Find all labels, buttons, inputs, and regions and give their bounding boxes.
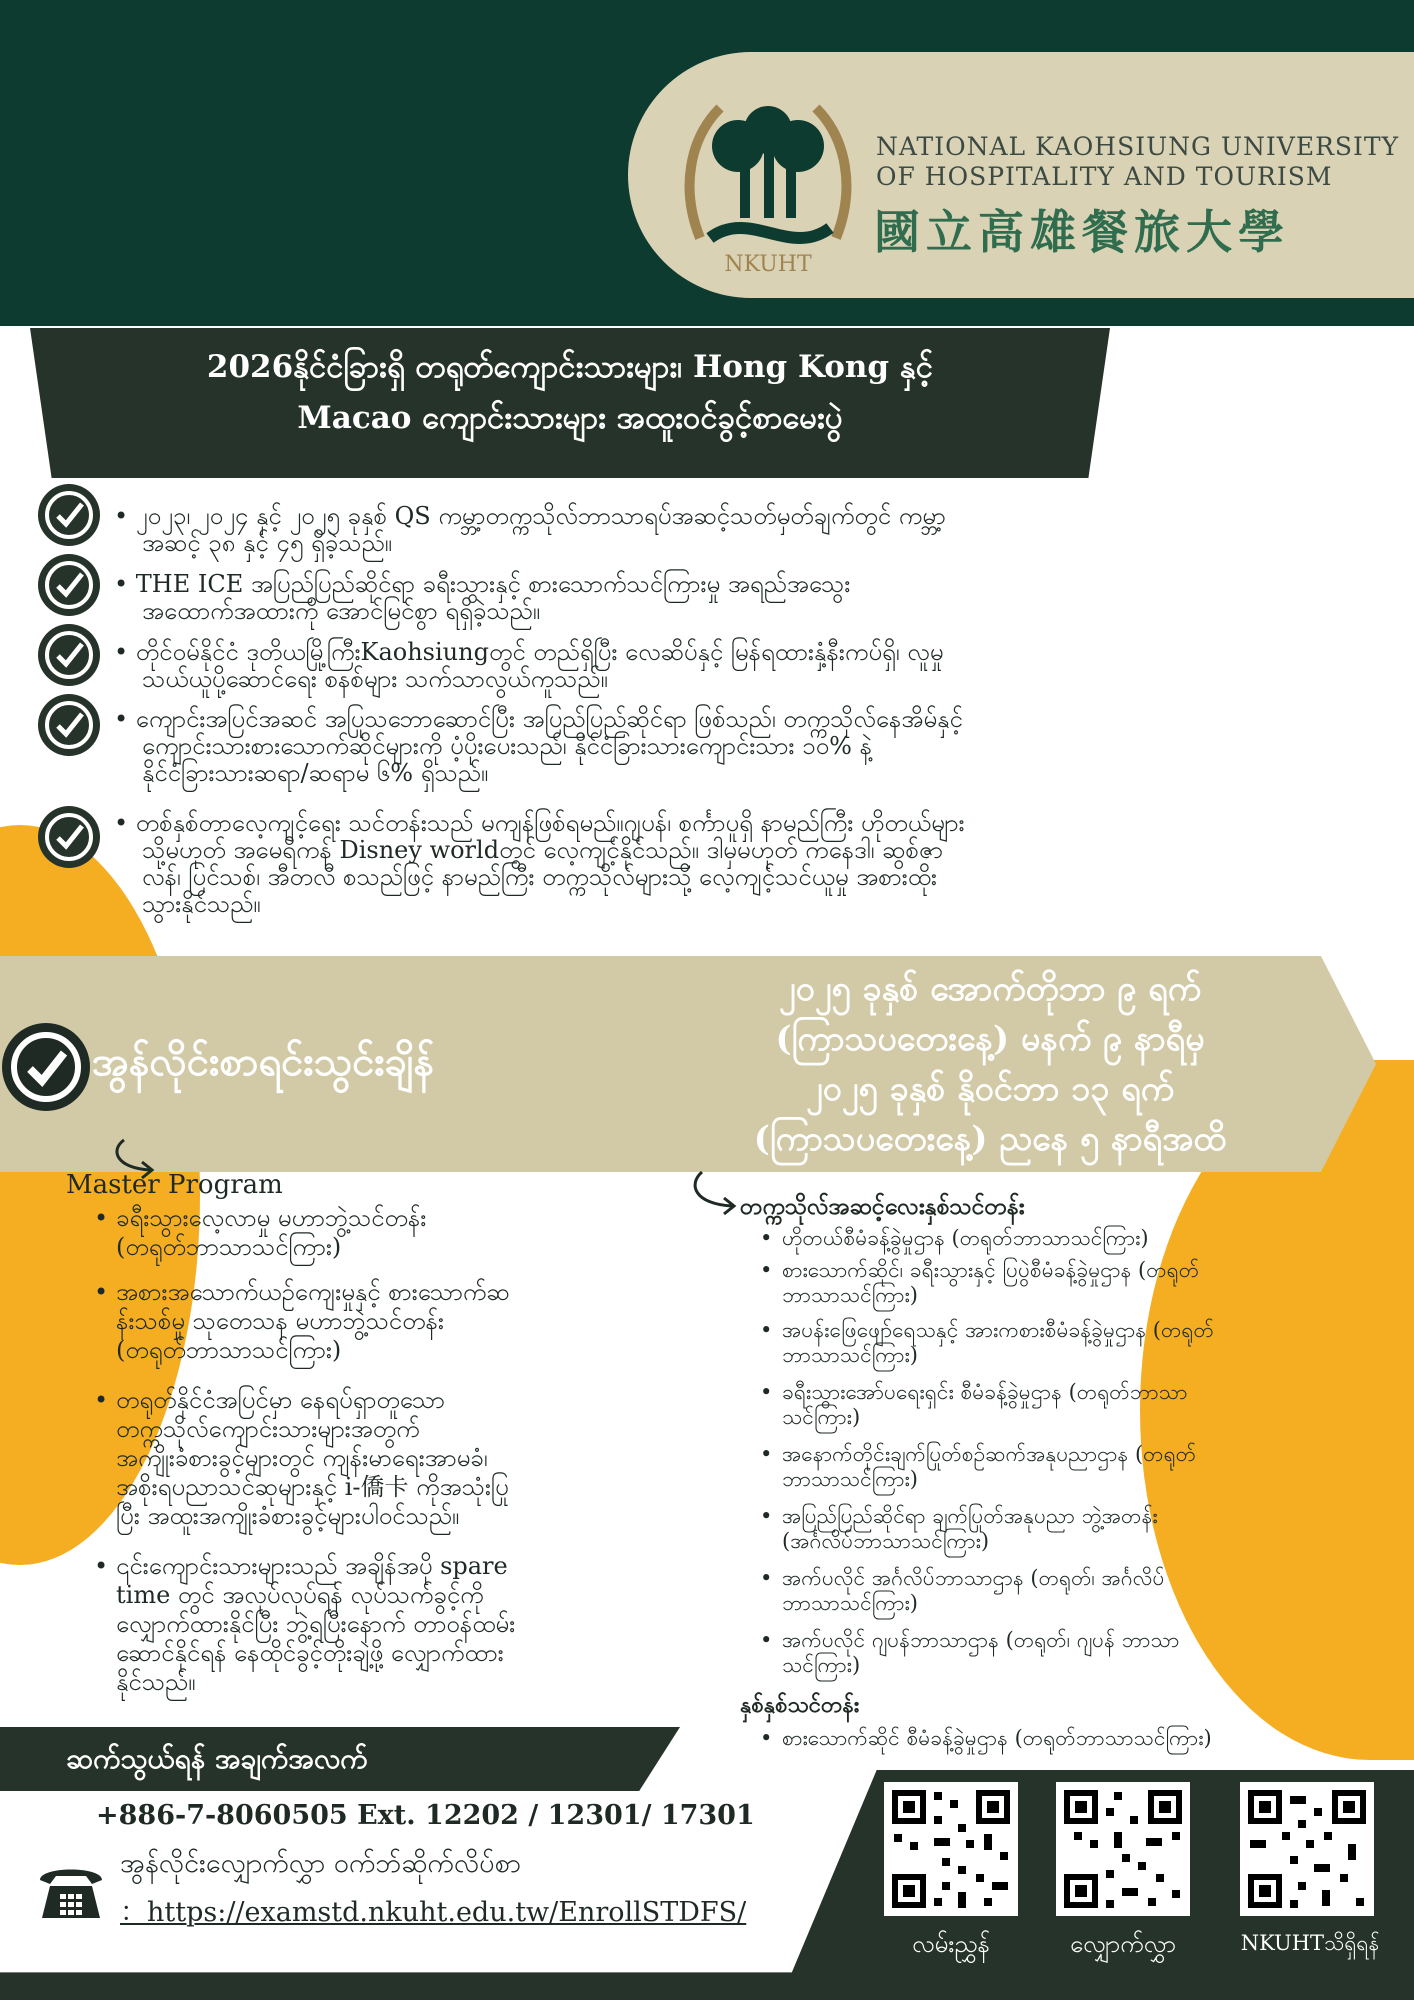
check-icon xyxy=(38,806,100,868)
bachelor-program-item: • အက်ပလိုင် အင်္ဂလိပ်ဘာသာဌာန (တရုတ်၊ အင်္ဂလိပ် ဘာသာသင်ကြား) xyxy=(760,1566,1165,1615)
qr-code-guide[interactable] xyxy=(884,1782,1018,1916)
bachelor-program-item: • စားသောက်ဆိုင်၊ ခရီးသွားနှင့် ပြပွဲစီမံခန့်ခွဲမှုဌာန (တရုတ် ဘာသာသင်ကြား) xyxy=(760,1258,1200,1307)
university-name-en-line1: NATIONAL KAOHSIUNG UNIVERSITY xyxy=(876,132,1400,161)
curved-arrow-icon xyxy=(688,1168,744,1220)
page-title-line2: Macao ကျောင်းသားများ အထူးဝင်ခွင့်စာမေးပွဲ xyxy=(297,400,843,436)
check-icon xyxy=(2,1023,90,1111)
page-title-line1: 2026နိုင်ငံခြားရှိ တရုတ်ကျောင်းသားများ၊ Hong Kong နှင့် xyxy=(206,349,934,385)
qr-label-guide: လမ်းညွှန် xyxy=(912,1930,990,1958)
master-program-item: • ၎င်းကျောင်းသားများသည် အချိန်အပို spare time တွင် အလုပ်လုပ်ရန် လုပ်သက်ခွင့်ကို လျှောက်ထားနိုင်ပြီး ဘွဲ့ရပြီးနောက် တာဝန်ထမ်း ဆောင်နိုင်ရန် နေထိုင်ခွင့်တိုးချဲ့ဖို့ လျှောက်ထား နိုင်သည်။ xyxy=(94,1552,516,1696)
two-year-program-item: • စားသောက်ဆိုင် စီမံခန့်ခွဲမှုဌာန (တရုတ်ဘာသာသင်ကြား) xyxy=(760,1726,1212,1750)
bachelor-program-item: • အနောက်တိုင်းချက်ပြုတ်စဉ်ဆက်အနုပညာဌာန (တရုတ် ဘာသာသင်ကြား) xyxy=(760,1442,1197,1491)
university-name-en-line2: OF HOSPITALITY AND TOURISM xyxy=(876,162,1333,191)
highlight-item: • ကျောင်းအပြင်အဆင် အပြုသဘောဆောင်ပြီး အပြည်ပြည်ဆိုင်ရာ ဖြစ်သည်၊ တက္ကသိုလ်နေအိမ်နှင့် ကျောင်းသားစားသောက်ဆိုင်များကို ပံ့ပိုးပေးသည်၊ နိုင်ငံခြားသားကျောင်းသား ၁၀% နဲ့ နိုင်ငံခြားသားဆရာ/ဆရာမ ၆% ရှိသည်။ xyxy=(114,705,963,787)
master-program-title: Master Program xyxy=(66,1170,283,1200)
highlight-item: • တစ်နှစ်တာလေ့ကျင့်ရေး သင်တန်းသည် မကျန်ဖြစ်ရမည်။ဂျပန်၊ စင်္ကာပူရှိ နာမည်ကြီး ဟိုတယ်များ သို့မဟုတ် အမေရိကန် Disney worldတွင် လေ့ကျင့်နိုင်သည်။ ဒါမှမဟုတ် ကနေဒါ၊ ဆွစ်ဇာ လန်၊ ပြင်သစ်၊ အီတလီ စသည်ဖြင့် နာမည်ကြီး တက္ကသိုလ်များသို့ လေ့ကျင့်သင်ယူမှု အစားထိုး သွားနိုင်သည်။ xyxy=(114,809,965,918)
telephone-icon xyxy=(36,1858,106,1922)
qr-code-icon xyxy=(1056,1782,1190,1916)
university-logo-icon xyxy=(680,88,856,278)
qr-code-icon xyxy=(884,1782,1018,1916)
registration-date-line: ၂၀၂၅ ခုနှစ် နိုဝင်ဘာ ၁၃ ရက် xyxy=(805,1069,1175,1109)
master-program-item: • တရုတ်နိုင်ငံအပြင်မှာ နေရပ်ရှာတူသော တက္ကသိုလ်ကျောင်းသားများအတွက် အကျိုးခံစားခွင့်များတွင် ကျန်းမာရေးအာမခံ၊ အစိုးရပညာသင်ဆုများနှင့် i-僑卡 ကိုအသုံးပြု ပြီး အထူးအကျိုးခံစားခွင့်များပါဝင်သည်။ xyxy=(94,1386,509,1530)
bachelor-program-item: • ခရီးသွားအော်ပရေးရှင်း စီမံခန့်ခွဲမှုဌာန (တရုတ်ဘာသာ သင်ကြား) xyxy=(760,1380,1188,1429)
signup-url-link[interactable]: ：https://examstd.nkuht.edu.tw/EnrollSTDFS/ xyxy=(120,1897,747,1928)
check-icon xyxy=(38,694,100,756)
contact-phone: +886-7-8060505 Ext. 12202 / 12301/ 17301 xyxy=(96,1800,755,1831)
registration-date-line: (ကြာသပတေးနေ့) မနက် ၉ နာရီမှ xyxy=(775,1019,1205,1059)
registration-date-line: (ကြာသပတေးနေ့) ညနေ ၅ နာရီအထိ xyxy=(753,1119,1227,1159)
signup-label: အွန်လိုင်းလျှောက်လွှာ ဝက်ဘ်ဆိုက်လိပ်စာ xyxy=(120,1848,521,1879)
qr-label-about: NKUHTသိရှိရန် xyxy=(1240,1931,1380,1955)
check-icon xyxy=(38,554,100,616)
highlight-item: • ၂၀၂၃၊ ၂၀၂၄ နှင့် ၂၀၂၅ ခုနှစ် QS ကမ္ဘာ့တက္ကသိုလ်ဘာသာရပ်အဆင့်သတ်မှတ်ချက်တွင် ကမ္ဘာ့ အဆင့် ၃၈ နှင့် ၄၅ ရှိခဲ့သည်။ xyxy=(114,502,946,557)
master-program-item: • ခရီးသွားလေ့လာမှု မဟာဘွဲ့သင်တန်း (တရုတ်ဘာသာသင်ကြား) xyxy=(94,1204,427,1261)
logo-abbr: NKUHT xyxy=(724,252,812,277)
bachelor-program-item: • အပြည်ပြည်ဆိုင်ရာ ချက်ပြုတ်အနုပညာ ဘွဲ့အတန်း (အင်္ဂလိပ်ဘာသာသင်ကြား) xyxy=(760,1504,1158,1553)
qr-label-application: လျှောက်လွှာ xyxy=(1070,1930,1176,1958)
check-icon xyxy=(38,484,100,546)
two-year-program-title: နှစ်နှစ်သင်တန်း xyxy=(740,1692,860,1718)
bachelor-program-title: တက္ကသိုလ်အဆင့်လေးနှစ်သင်တန်း xyxy=(740,1193,1025,1220)
registration-date-line: ၂၀၂၅ ခုနှစ် အောက်တိုဘာ ၉ ရက် xyxy=(778,969,1202,1009)
highlight-item: • တိုင်ဝမ်နိုင်ငံ ဒုတိယမြို့ကြီးKaohsiungတွင် တည်ရှိပြီး လေဆိပ်နှင့် မြန်ရထားနှံ့နီးကပ်ရှိ၊ လူမှု သယ်ယူပို့ဆောင်ရေး စနစ်များ သက်သာလွယ်ကူသည်။ xyxy=(114,638,944,693)
bachelor-program-item: • ဟိုတယ်စီမံခန့်ခွဲမှုဌာန (တရုတ်ဘာသာသင်ကြား) xyxy=(760,1226,1149,1250)
qr-code-application[interactable] xyxy=(1056,1782,1190,1916)
university-name-zh: 國立高雄餐旅大學 xyxy=(874,205,1290,259)
highlight-item: • THE ICE အပြည်ပြည်ဆိုင်ရာ ခရီးသွားနှင့် စားသောက်သင်ကြားမှု အရည်အသွေး အထောက်အထားကို အောင်မြင်စွာ ရရှိခဲ့သည်။ xyxy=(114,570,851,625)
bachelor-program-item: • အပန်းဖြေဖျော်ရေသနှင့် အားကစားစီမံခန့်ခွဲမှုဌာန (တရုတ် ဘာသာသင်ကြား) xyxy=(760,1318,1214,1367)
qr-code-about[interactable] xyxy=(1240,1782,1374,1916)
master-program-item: • အစားအသောက်ယဉ်ကျေးမှုနှင့် စားသောက်ဆ န်းသစ်မှု သုတေသန မဟာဘွဲ့သင်တန်း (တရုတ်ဘာသာသင်ကြား) xyxy=(94,1278,510,1364)
check-icon xyxy=(38,624,100,686)
registration-label: အွန်လိုင်းစာရင်းသွင်းချိန် xyxy=(92,1038,435,1085)
bachelor-program-item: • အက်ပလိုင် ဂျပန်ဘာသာဌာန (တရုတ်၊ ဂျပန် ဘာသာ သင်ကြား) xyxy=(760,1628,1180,1677)
qr-code-icon xyxy=(1240,1782,1374,1916)
contact-label: ဆက်သွယ်ရန် အချက်အလက် xyxy=(66,1742,368,1775)
